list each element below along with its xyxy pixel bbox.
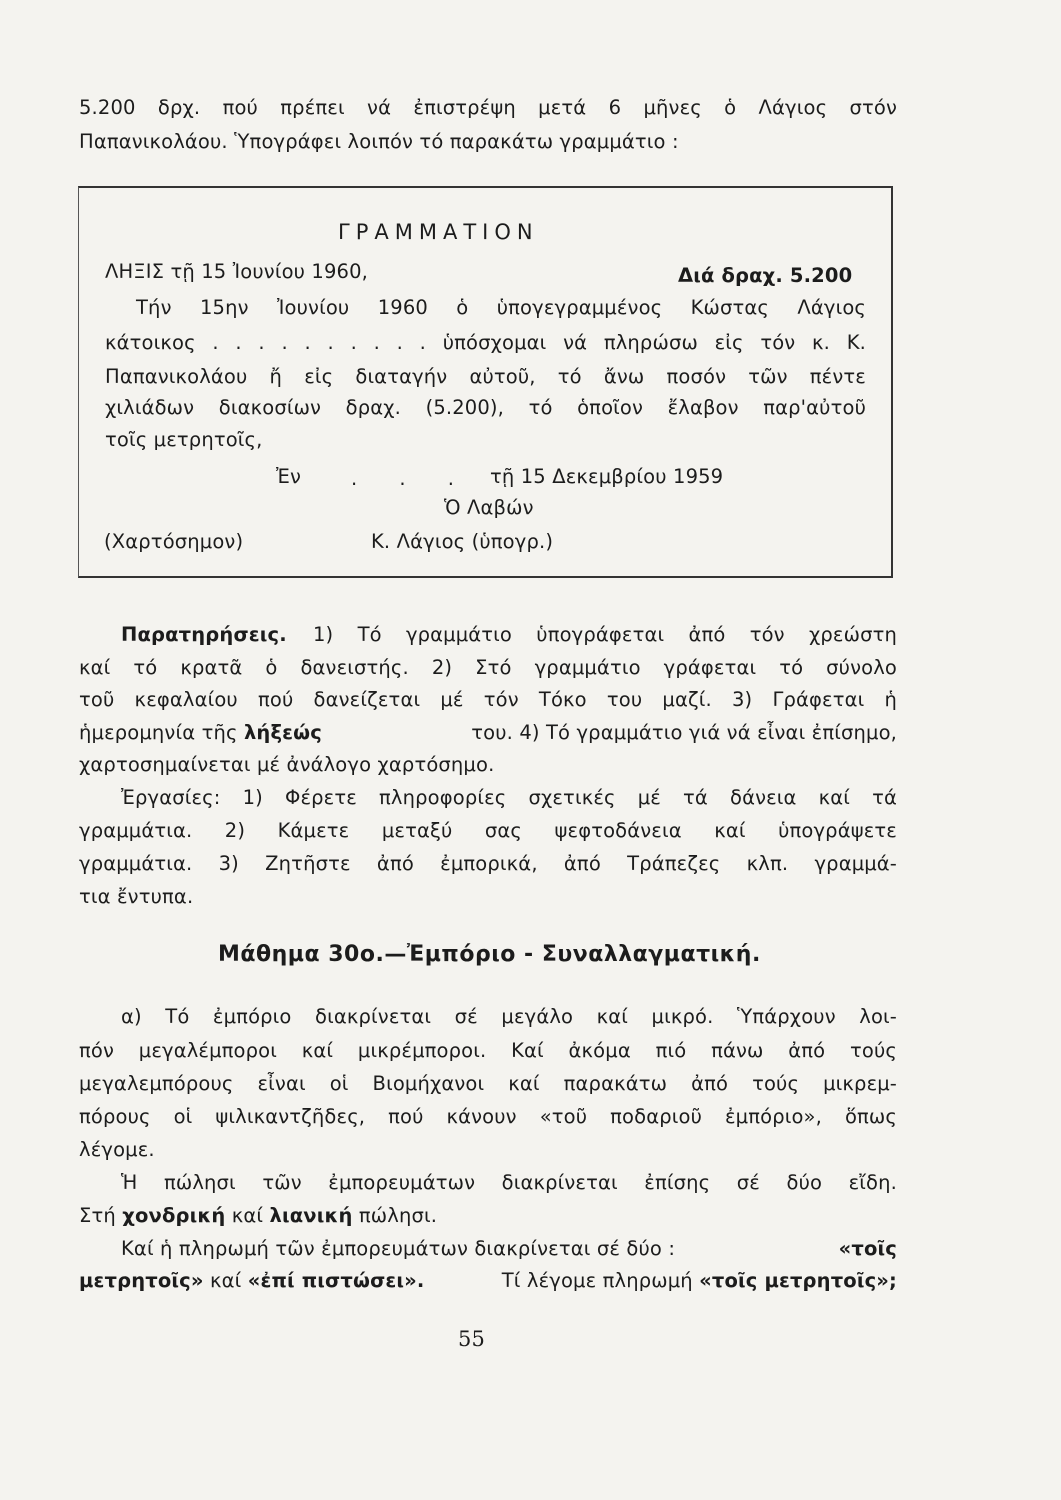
remarks-line-1: 1) Τό γραμμάτιο ὑπογράφεται ἀπό τόν χρεώστη: [313, 623, 897, 646]
note-place-dots: . . .: [351, 467, 472, 490]
intro-line-1: 5.200 δρχ. πού πρέπει νά ἐπιστρέψη μετά 6 μῆνες ὁ Λάγιος στόν: [79, 96, 897, 119]
note-stamp: (Χαρτόσημον): [104, 530, 244, 553]
note-body-line-4: χιλιάδων διακοσίων δραχ. (5.200), τό ὁποῖον ἔλαβον παρ'αὐτοῦ: [105, 396, 866, 419]
lesson-p3-pre: Καί ἡ πληρωμή τῶν ἐμπορευμάτων διακρίνεται σέ δύο :: [121, 1237, 676, 1260]
lesson-p2-line-2: [79, 1203, 437, 1229]
lesson-p2-post: πώλησι.: [358, 1204, 438, 1227]
page-number: 55: [458, 1327, 486, 1351]
lesson-p2-pre: Στή: [79, 1204, 116, 1227]
lesson-retail: λιανική: [269, 1204, 353, 1227]
intro-line-2: Παπανικολάου. Ὑπογράφει λοιπόν τό παρακάτω γραμμάτιο :: [79, 130, 679, 153]
remarks-line-3: τοῦ κεφαλαίου πού δανείζεται μέ τόν Τόκο του μαζί. 3) Γράφεται ἡ: [79, 688, 897, 711]
remarks-line-4: [79, 720, 897, 746]
note-place-label: Ἐν: [276, 465, 302, 488]
note-signature: Κ. Λάγιος (ὑπογρ.): [371, 530, 554, 553]
note-body-line-3: Παπανικολάου ἤ εἰς διαταγήν αὐτοῦ, τό ἄνω ποσόν τῶν πέντε: [105, 365, 866, 388]
lesson-p3-line-1: [121, 1236, 897, 1262]
lesson-p3-cash-a: «τοῖς: [838, 1237, 897, 1260]
exercises-line-3: γραμμάτια. 3) Ζητῆστε ἀπό ἐμπορικά, ἀπό Τράπεζες κλπ. γραμμά-: [79, 852, 897, 875]
note-amount: Διά δραχ. 5.200: [678, 264, 853, 287]
lesson-p2-line-1: Ἡ πώλησι τῶν ἐμπορευμάτων διακρίνεται ἐπίσης σέ δύο εἴδη.: [121, 1171, 897, 1194]
lesson-p1-line-4: πόρους οἱ ψιλικαντζῆδες, πού κάνουν «τοῦ ποδαριοῦ ἐμπόριο», ὅπως: [79, 1105, 897, 1128]
exercises-line-2: γραμμάτια. 2) Κάμετε μεταξύ σας ψεφτοδάνεια καί ὑπογράψετε: [79, 819, 897, 842]
exercises-line-1: Ἐργασίες: 1) Φέρετε πληροφορίες σχετικές μέ τά δάνεια καί τά: [121, 786, 897, 809]
note-body-line-5: τοῖς μετρητοῖς,: [105, 428, 263, 451]
lesson-p1-line-2: πόν μεγαλέμποροι καί μικρέμποροι. Καί ἀκόμα πιό πάνω ἀπό τούς: [79, 1039, 897, 1062]
lesson-p3-line-2: [79, 1268, 897, 1294]
remarks-expiry-word: λήξεώς: [243, 721, 322, 744]
remarks-line-4a: ἡμερομηνία τῆς: [79, 721, 238, 744]
lesson-p3-cash-b: μετρητοῖς»: [79, 1269, 204, 1292]
remarks-line-5: χαρτοσημαίνεται μέ ἀνάλογο χαρτόσημο.: [79, 753, 495, 776]
lesson-p1-line-5: λέγομε.: [79, 1138, 155, 1161]
note-body-line-1: Τήν 15ην Ἰουνίου 1960 ὁ ὑπογεγραμμένος Κώστας Λάγιος: [136, 296, 866, 319]
exercises-line-4: τια ἔντυπα.: [79, 885, 194, 908]
lesson-p3-question: Τί λέγομε πληρωμή: [501, 1269, 693, 1292]
lesson-p3-credit: «ἐπί πιστώσει».: [247, 1269, 425, 1292]
note-body-line-2: κάτοικος . . . . . . . . . . ὑπόσχομαι νά πληρώσω εἰς τόν κ. Κ.: [105, 331, 866, 354]
note-date: τῇ 15 Δεκεμβρίου 1959: [490, 465, 724, 488]
note-receiver: Ὁ Λαβών: [444, 496, 534, 519]
note-expiry: ΛΗΞΙΣ τῇ 15 Ἰουνίου 1960,: [105, 260, 369, 283]
lesson-p3-cash-q: «τοῖς μετρητοῖς»;: [699, 1269, 897, 1292]
remarks-label: Παρατηρήσεις.: [121, 623, 287, 646]
note-title: ΓΡΑΜΜΑΤΙΟΝ: [338, 220, 539, 244]
lesson-p3-and: καί: [209, 1269, 242, 1292]
lesson-heading: Μάθημα 30ο.—Ἐμπόριο - Συναλλαγματική.: [218, 942, 761, 967]
remarks-line-2: καί τό κρατᾶ ὁ δανειστής. 2) Στό γραμμάτιο γράφεται τό σύνολο: [79, 656, 897, 679]
lesson-p2-and: καί: [231, 1204, 264, 1227]
lesson-p1-line-1: α) Τό ἐμπόριο διακρίνεται σέ μεγάλο καί μικρό. Ὑπάρχουν λοι-: [121, 1005, 897, 1028]
remarks-line-4b: του. 4) Τό γραμμάτιο γιά νά εἶναι ἐπίσημο,: [471, 721, 897, 744]
lesson-p1-line-3: μεγαλεμπόρους εἶναι οἱ Βιομήχανοι καί παρακάτω ἀπό τούς μικρεμ-: [79, 1072, 897, 1095]
lesson-wholesale: χονδρική: [122, 1204, 226, 1227]
